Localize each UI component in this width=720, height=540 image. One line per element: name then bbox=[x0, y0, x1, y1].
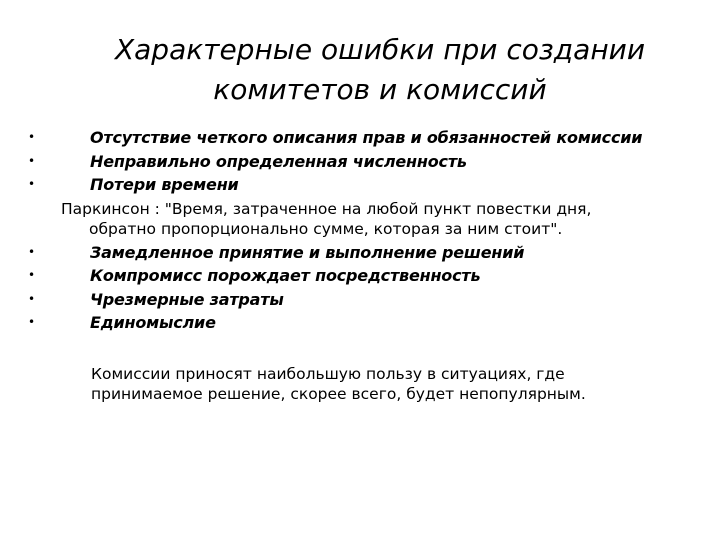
bullet-icon: • bbox=[28, 177, 36, 191]
slide-title bbox=[40, 30, 680, 110]
title-line-2: комитетов и комиссий bbox=[213, 73, 547, 106]
bullet-text: Отсутствие четкого описания прав и обязанностей комиссии bbox=[90, 128, 643, 147]
list-item bbox=[28, 311, 708, 335]
note-line-1: Комиссии приносят наибольшую пользу в ситуациях, где bbox=[91, 365, 565, 383]
conclusion-note bbox=[91, 364, 651, 404]
parkinson-quote bbox=[28, 199, 708, 239]
bullet-text: Чрезмерные затраты bbox=[90, 289, 284, 309]
list-item bbox=[28, 150, 708, 174]
bullet-icon: • bbox=[28, 130, 36, 144]
bullet-icon: • bbox=[28, 315, 36, 329]
list-item bbox=[28, 241, 708, 265]
bullet-text: Неправильно определенная численность bbox=[90, 151, 467, 171]
bullet-text: Потери времени bbox=[90, 175, 239, 194]
bullet-icon: • bbox=[28, 153, 36, 168]
quote-line-1: Паркинсон : "Время, затраченное на любой пункт повестки дня, bbox=[61, 199, 592, 218]
list-item bbox=[28, 288, 708, 312]
note-line-2: принимаемое решение, скорее всего, будет непопулярным. bbox=[91, 385, 586, 403]
bullet-icon: • bbox=[28, 291, 36, 306]
title-line-1: Характерные ошибки при создании bbox=[114, 33, 646, 66]
bullet-list bbox=[28, 126, 708, 335]
bullet-text: Единомыслие bbox=[90, 313, 216, 332]
bullet-icon: • bbox=[28, 268, 36, 282]
quote-line-2: обратно пропорционально сумме, которая за ним стоит". bbox=[89, 219, 563, 238]
bullet-text: Компромисс порождает посредственность bbox=[90, 266, 481, 285]
bullet-text: Замедленное принятие и выполнение решений bbox=[90, 242, 525, 262]
list-item bbox=[28, 173, 708, 197]
bullet-icon: • bbox=[28, 244, 36, 259]
list-item bbox=[28, 264, 708, 288]
list-item bbox=[28, 126, 708, 150]
